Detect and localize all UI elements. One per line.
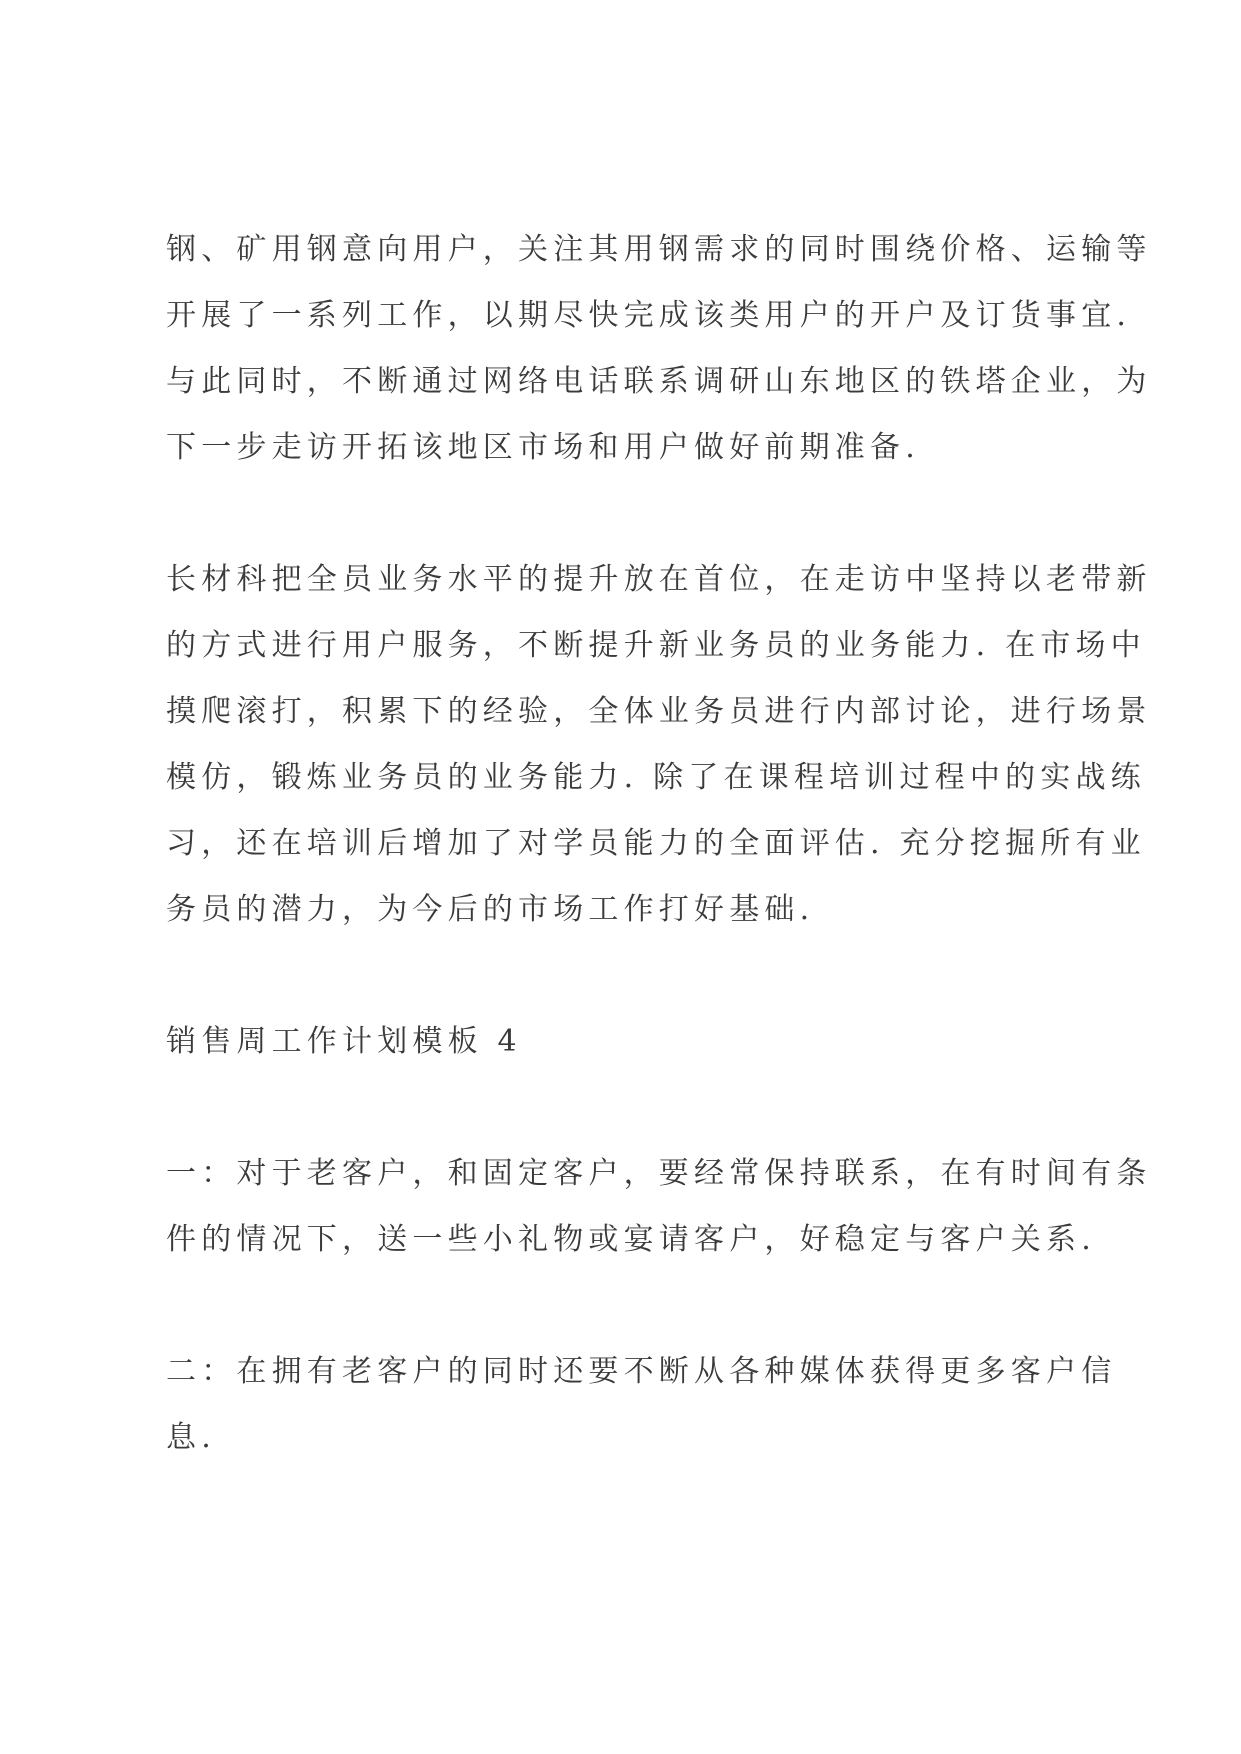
text-line: 钢、矿用钢意向用户，关注其用钢需求的同时围绕价格、运输等: [166, 232, 1152, 267]
text-line: 二：在拥有老客户的同时还要不断从各种媒体获得更多客户信: [166, 1354, 1117, 1389]
text-line: 件的情况下，送一些小礼物或宴请客户，好稳定与客户关系.: [166, 1222, 1096, 1257]
text-line: 一：对于老客户，和固定客户，要经常保持联系，在有时间有条: [166, 1156, 1152, 1191]
text-line: 与此同时，不断通过网络电话联系调研山东地区的铁塔企业，为: [166, 364, 1152, 399]
text-line: 模仿，锻炼业务员的业务能力. 除了在课程培训过程中的实战练: [166, 760, 1146, 795]
text-line: 务员的潜力，为今后的市场工作打好基础.: [166, 892, 815, 927]
text-line: 下一步走访开拓该地区市场和用户做好前期准备.: [166, 430, 920, 465]
text-line: 开展了一系列工作，以期尽快完成该类用户的开户及订货事宜.: [166, 298, 1132, 333]
text-line: 摸爬滚打，积累下的经验，全体业务员进行内部讨论，进行场景: [166, 694, 1152, 729]
text-line: 长材科把全员业务水平的提升放在首位，在走访中坚持以老带新: [166, 562, 1152, 597]
section-heading: 销售周工作计划模板 4: [166, 1024, 522, 1059]
text-line: 习，还在培训后增加了对学员能力的全面评估. 充分挖掘所有业: [166, 826, 1146, 861]
text-line: 息.: [166, 1420, 216, 1455]
text-line: 的方式进行用户服务，不断提升新业务员的业务能力. 在市场中: [166, 628, 1146, 663]
